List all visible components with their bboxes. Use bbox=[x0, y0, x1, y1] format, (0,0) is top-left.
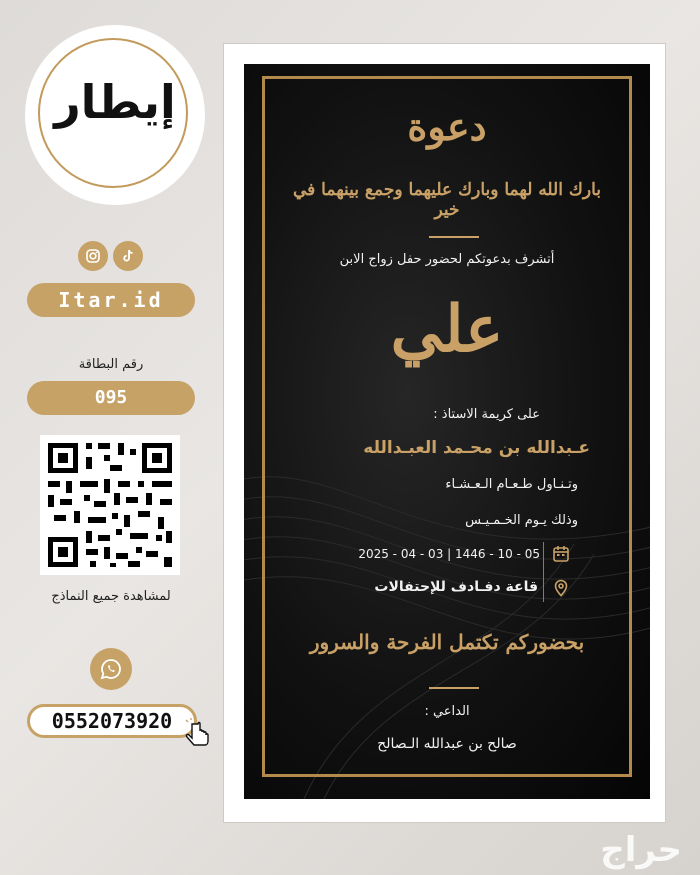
qr-caption: لمشاهدة جميع النماذج bbox=[51, 589, 171, 604]
blessing-text: بارك الله لهما وبارك عليهما وجمع بينهما في خير bbox=[292, 180, 602, 220]
day-line: وذلك يـوم الخـمـيـس bbox=[465, 513, 578, 528]
pointer-hand-icon bbox=[180, 718, 214, 752]
venue-name: قاعة دفـادف للإحتفالات bbox=[374, 579, 538, 595]
ornament-divider-top bbox=[429, 236, 479, 238]
intro-text: أتشرف بدعوتكم لحضور حفل زواج الابن bbox=[339, 252, 555, 267]
qr-code[interactable] bbox=[40, 435, 180, 575]
location-pin-icon bbox=[552, 579, 570, 597]
card-number-label: رقم البطاقة bbox=[78, 357, 144, 372]
logo-text: إيطار bbox=[54, 75, 176, 129]
instagram-icon[interactable] bbox=[78, 241, 108, 271]
bride-line: على كريمة الاستاذ : bbox=[433, 407, 540, 422]
invitation-card bbox=[244, 64, 650, 799]
info-separator bbox=[543, 542, 544, 602]
ornament-divider-bottom bbox=[429, 687, 479, 689]
handle-pill[interactable]: Itar.id bbox=[27, 283, 195, 317]
tiktok-icon[interactable] bbox=[113, 241, 143, 271]
watermark: حراج bbox=[600, 830, 682, 870]
host-name: صالح بن عبدالله الـصالح bbox=[377, 736, 517, 752]
dinner-line: وتـنـاول طـعـام الـعـشـاء bbox=[445, 477, 578, 492]
event-date: 2025 - 04 - 03 | 1446 - 10 - 05 bbox=[358, 547, 540, 561]
host-label: الداعي : bbox=[424, 704, 470, 719]
phone-pill[interactable]: 0552073920 bbox=[27, 704, 197, 738]
closing-calligraphy: بحضوركم تكتمل الفرحة والسرور bbox=[309, 630, 585, 654]
whatsapp-icon[interactable] bbox=[90, 648, 132, 690]
card-number-badge: 095 bbox=[27, 381, 195, 415]
calendar-icon bbox=[552, 545, 570, 563]
invitation-title: دعوة bbox=[407, 104, 487, 149]
groom-name: علي bbox=[390, 292, 504, 367]
bride-father-name: عـبدالله بن محـمد العبـدالله bbox=[363, 438, 590, 458]
brand-logo bbox=[25, 25, 205, 205]
